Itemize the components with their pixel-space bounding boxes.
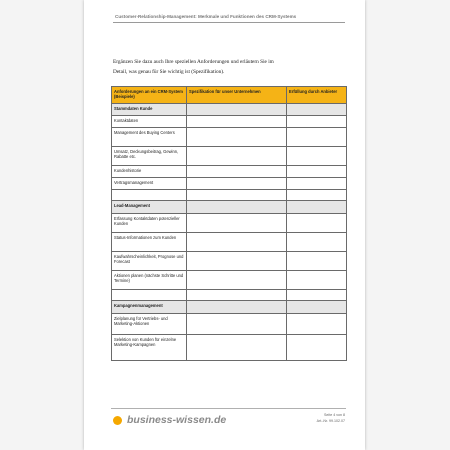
requirement-cell: Vertragsmanagement <box>112 178 187 190</box>
column-header-requirements: Anforderungen an ein CRM-System (Beispiele) <box>112 87 187 104</box>
logo-text: business-wissen.de <box>127 414 227 426</box>
specification-cell <box>187 271 287 290</box>
table-row <box>112 178 347 190</box>
intro-line-2: Detail, was genau für Sie wichtig ist (Spezifikation). <box>113 68 225 75</box>
document-page <box>84 0 365 450</box>
specification-cell <box>187 301 287 314</box>
table-row <box>112 233 347 252</box>
specification-cell <box>187 252 287 271</box>
requirement-cell: Status-Informationen zum Kunden <box>112 233 187 252</box>
table-row <box>112 147 347 166</box>
specification-cell <box>187 190 287 201</box>
section-label: Lead-Management <box>112 201 187 214</box>
specification-cell <box>187 147 287 166</box>
brand-logo <box>113 414 226 426</box>
footer-divider <box>111 408 346 409</box>
fulfillment-cell <box>287 104 347 116</box>
page-number: Seite 4 von 8 <box>324 413 345 417</box>
table-body <box>112 104 347 361</box>
table-row <box>112 166 347 178</box>
fulfillment-cell <box>287 201 347 214</box>
fulfillment-cell <box>287 233 347 252</box>
fulfillment-cell <box>287 214 347 233</box>
fulfillment-cell <box>287 301 347 314</box>
section-label: Kampagnenmanagement <box>112 301 187 314</box>
fulfillment-cell <box>287 335 347 361</box>
section-row <box>112 104 347 116</box>
fulfillment-cell <box>287 116 347 128</box>
requirement-cell: Selektion von Kunden für einzelne Marketing-Kampagnen <box>112 335 187 361</box>
table-row <box>112 271 347 290</box>
fulfillment-cell <box>287 314 347 335</box>
specification-cell <box>187 104 287 116</box>
table-row <box>112 214 347 233</box>
fulfillment-cell <box>287 128 347 147</box>
section-label: Stammdaten Kunde <box>112 104 187 116</box>
table-row <box>112 116 347 128</box>
intro-paragraph <box>113 58 345 77</box>
table-header-row <box>112 87 347 104</box>
section-row <box>112 301 347 314</box>
specification-cell <box>187 201 287 214</box>
specification-cell <box>187 116 287 128</box>
fulfillment-cell <box>287 290 347 301</box>
requirement-cell: Umsatz, Deckungsbeitrag, Gewinn, Rabatte etc. <box>112 147 187 166</box>
requirement-cell <box>112 190 187 201</box>
specification-cell <box>187 166 287 178</box>
fulfillment-cell <box>287 252 347 271</box>
table-row <box>112 128 347 147</box>
fulfillment-cell <box>287 271 347 290</box>
requirements-table <box>111 86 347 361</box>
intro-line-1: Ergänzen Sie dazu auch Ihre speziellen Anforderungen und erläutern Sie im <box>113 59 274 65</box>
table-row <box>112 190 347 201</box>
article-number: Art.-Nr. 99.102.07 <box>316 419 345 423</box>
specification-cell <box>187 128 287 147</box>
section-row <box>112 201 347 214</box>
fulfillment-cell <box>287 166 347 178</box>
specification-cell <box>187 290 287 301</box>
specification-cell <box>187 178 287 190</box>
requirement-cell: Management des Buying Centers <box>112 128 187 147</box>
requirement-cell: Kundenhistorie <box>112 166 187 178</box>
header-divider <box>113 22 345 23</box>
requirement-cell: Erfassung Kontaktdaten potenzieller Kunden <box>112 214 187 233</box>
page-header-title: Customer-Relationship-Management: Merkmale und Funktionen des CRM-Systems <box>115 14 297 19</box>
fulfillment-cell <box>287 147 347 166</box>
requirement-cell: Kontaktdaten <box>112 116 187 128</box>
page-info <box>317 412 345 424</box>
table-row <box>112 335 347 361</box>
requirement-cell: Zielplanung für Vertriebs- und Marketing-Aktionen <box>112 314 187 335</box>
specification-cell <box>187 233 287 252</box>
specification-cell <box>187 314 287 335</box>
table-row <box>112 314 347 335</box>
requirement-cell <box>112 290 187 301</box>
fulfillment-cell <box>287 178 347 190</box>
requirement-cell: Aktionen planen (nächste Schritte und Termine) <box>112 271 187 290</box>
fulfillment-cell <box>287 190 347 201</box>
column-header-specification: Spezifikation für unser Unternehmen <box>187 87 287 104</box>
table-row <box>112 252 347 271</box>
specification-cell <box>187 214 287 233</box>
specification-cell <box>187 335 287 361</box>
table-row <box>112 290 347 301</box>
requirement-cell: Kaufwahrscheinlichkeit, Prognose und Forecast <box>112 252 187 271</box>
column-header-fulfillment: Erfüllung durch Anbieter <box>287 87 347 104</box>
logo-dot-icon <box>113 416 122 425</box>
